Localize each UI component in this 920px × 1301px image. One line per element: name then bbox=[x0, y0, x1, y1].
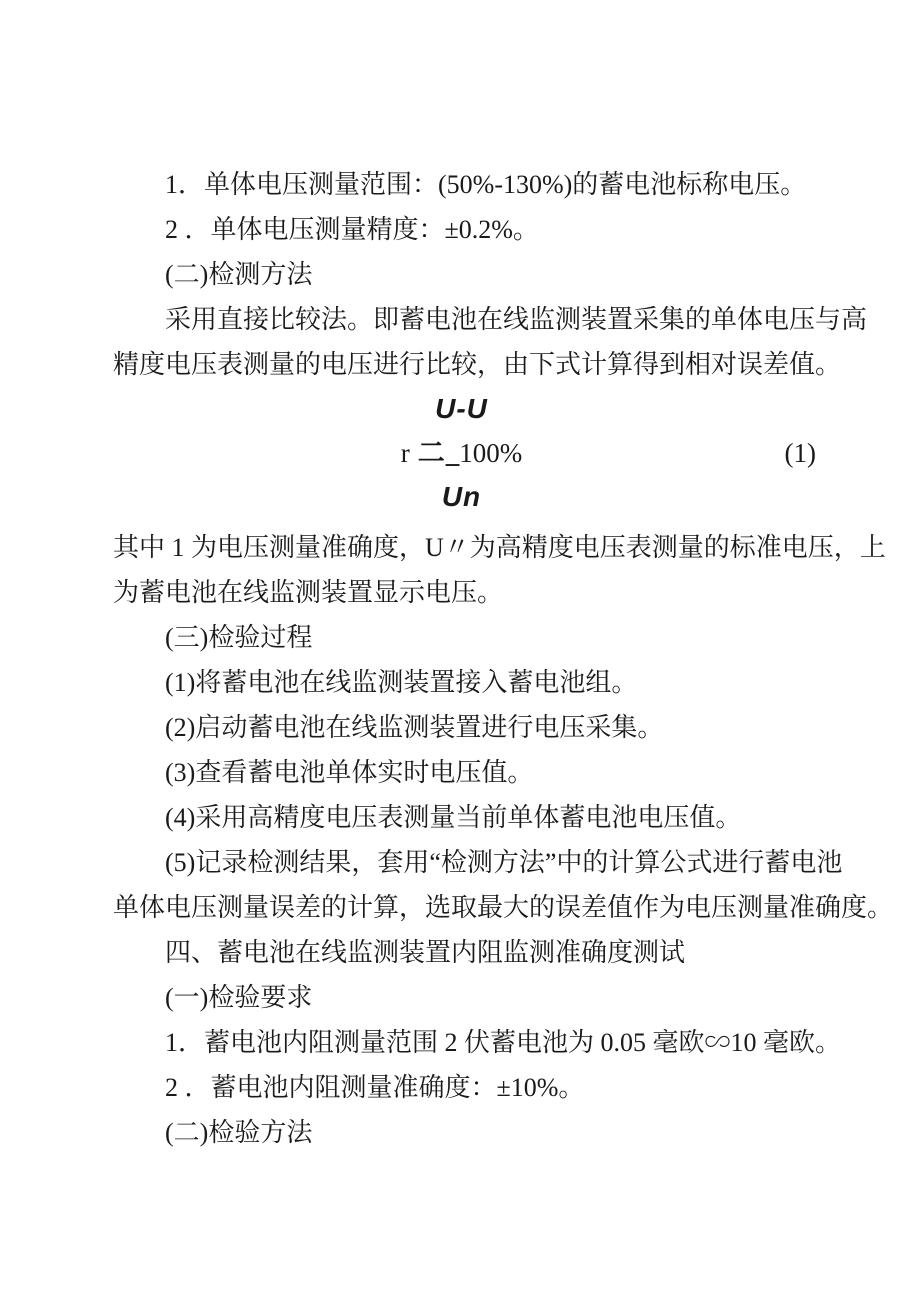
formula-equation-1 bbox=[113, 387, 816, 519]
formula-lhs-symbol: r bbox=[400, 438, 412, 468]
formula-numerator: U-U bbox=[435, 393, 488, 424]
text-line: (一)检验要求 bbox=[165, 983, 313, 1012]
formula-body bbox=[113, 431, 816, 475]
text-line: 其中 1 为电压测量准确度，U〃为高精度电压表测量的标准电压，上 bbox=[113, 533, 886, 562]
text-line: 单体电压测量误差的计算，选取最大的误差值作为电压测量准确度。 bbox=[113, 893, 894, 922]
text-line: (二)检测方法 bbox=[165, 260, 313, 289]
formula-denominator: Un bbox=[441, 481, 482, 512]
text-line: (1)将蓄电池在线监测装置接入蓄电池组。 bbox=[165, 668, 638, 697]
formula-underscore: _ bbox=[445, 438, 460, 468]
formula-equals-glyph: 二 bbox=[417, 438, 445, 468]
text-line: (三)检验过程 bbox=[165, 623, 313, 652]
text-line: (二)检验方法 bbox=[165, 1118, 313, 1147]
formula-rhs-value: 100% bbox=[459, 438, 523, 468]
text-line: 2 ．蓄电池内阻测量准确度：±10%。 bbox=[165, 1073, 585, 1102]
text-line: 1．蓄电池内阻测量范围 2 伏蓄电池为 0.05 毫欧∽10 毫欧。 bbox=[165, 1028, 842, 1057]
text-line: 2 ．单体电压测量精度：±0.2%。 bbox=[165, 215, 539, 244]
text-line: 为蓄电池在线监测装置显示电压。 bbox=[113, 578, 504, 607]
equation-number: (1) bbox=[784, 438, 816, 468]
text-line: 精度电压表测量的电压进行比较，由下式计算得到相对误差值。 bbox=[113, 350, 842, 379]
paragraph-group-top bbox=[113, 162, 870, 387]
text-line: 1．单体电压测量范围：(50%-130%)的蓄电池标称电压。 bbox=[165, 170, 807, 199]
text-line: 采用直接比较法。即蓄电池在线监测装置采集的单体电压与高 bbox=[165, 305, 868, 334]
text-line: (4)采用高精度电压表测量当前单体蓄电池电压值。 bbox=[165, 803, 742, 832]
text-line: 四、蓄电池在线监测装置内阻监测准确度测试 bbox=[165, 938, 686, 967]
paragraph-group-bottom bbox=[113, 525, 894, 1155]
text-line: (2)启动蓄电池在线监测装置进行电压采集。 bbox=[165, 713, 664, 742]
text-line: (5)记录检测结果，套用“检测方法”中的计算公式进行蓄电池 bbox=[165, 848, 843, 877]
text-line: (3)查看蓄电池单体实时电压值。 bbox=[165, 758, 534, 787]
